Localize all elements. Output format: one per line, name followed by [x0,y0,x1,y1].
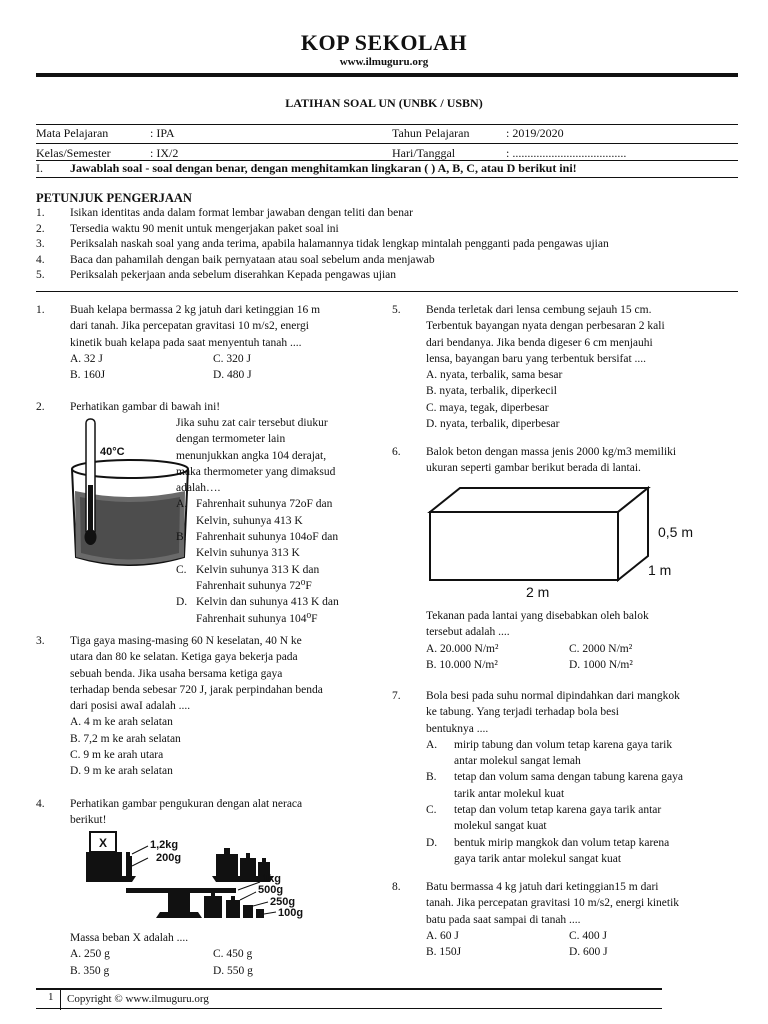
instruction-text: Jawablah soal - soal dengan benar, dengan menghitamkan lingkaran ( ) A, B, C, atau D berikut ini! [70,161,577,175]
weight-label-1kg: 1kg [262,873,281,885]
kelas-value: : IX/2 [150,146,179,160]
height-label: 0,5 m [658,524,694,540]
option-a[interactable]: A. nyata, terbalik, sama besar [426,369,563,382]
option-b[interactable]: B. 150J [426,946,462,959]
info-top-line [36,124,738,125]
option-d[interactable]: D. nyata, terbalik, diperbesar [426,418,560,431]
instruction-num: I. [36,161,43,175]
balance-scale-figure [86,830,316,922]
option-b[interactable]: B. 7,2 m ke arah selatan [70,732,181,745]
copyright-text: Copyright © www.ilmuguru.org [67,993,209,1005]
unknown-mass-label: X [98,836,108,850]
width-label: 1 m [648,562,672,578]
option-a[interactable]: A. 60 J [426,929,459,942]
footer-separator [60,990,61,1010]
tahun-label: Tahun Pelajaran [392,126,470,140]
header-divider [36,73,738,77]
weight-label-100g: 100g [278,907,304,919]
weight-label-250g: 250g [270,896,296,908]
hari-value: : ...................................... [506,146,627,160]
list-item: 1. Isikan identitas anda dalam format lembar jawaban dengan teliti dan benar [36,207,413,219]
kelas-label: Kelas/Semester [36,146,111,160]
weight-label-1200g: 1,2kg [150,839,179,851]
page-title: KOP SEKOLAH [300,30,468,55]
option-c[interactable]: C. 320 J [213,352,252,365]
hari-label: Hari/Tanggal [392,146,456,160]
option-c[interactable]: C. 9 m ke arah utara [70,749,164,762]
exam-subtitle: LATIHAN SOAL UN (UNBK / USBN) [285,96,483,110]
option-d[interactable]: D. 9 m ke arah selatan [70,765,173,778]
option-a[interactable]: A. 4 m ke arah selatan [70,716,173,729]
option-c[interactable]: C. maya, tegak, diperbesar [426,401,549,414]
tahun-value: : 2019/2020 [506,126,564,140]
list-item: 4. Baca dan pahamilah dengan baik pernyataan atau soal sebelum anda menjawab [36,253,435,266]
school-url: www.ilmuguru.org [339,56,429,68]
option-c[interactable]: C. 2000 N/m² [569,642,633,655]
option-d[interactable]: D. 600 J [569,946,608,959]
mapel-value: : IPA [150,126,175,140]
option-d[interactable]: D. bentuk mirip mangkok dan volum tetap karena [426,836,670,849]
list-item: 2. Tersedia waktu 90 menit untuk mengerjakan paket soal ini [36,222,339,235]
petunjuk-title: PETUNJUK PENGERJAAN [36,191,192,205]
section-divider [36,291,738,292]
info-bottom-line [36,177,738,178]
petunjuk-list [36,207,736,285]
option-d[interactable]: D. 480 J [213,369,252,382]
option-b[interactable]: B. 160J [70,369,106,382]
option-b[interactable]: B. nyata, terbalik, diperkecil [426,385,557,398]
option-b[interactable]: B. 350 g [70,964,110,977]
question-6-answers: Tekanan pada lantai yang disebabkan oleh balok tersebut adalah .... A. 20.000 N/m² C. 2000 N/m² B. 10.000 N/m² D. 1000 N/m² [426,608,738,673]
option-a[interactable]: A. mirip tabung dan volum tetap karena gaya tarik [426,738,673,751]
temperature-label: 40°C [100,446,125,458]
question-4: 4. Perhatikan gambar pengukuran dengan alat neraca berikut! X 1,2kg 200g 1kg 500g 250g 100g Massa beban X adalah .... A. 250 g C. 450 g B. 350 g D. 550 g [36,796,381,981]
question-2: 2. Perhatikan gambar di bawah ini! 40°C Jika suhu zat cair tersebut diukur dengan termometer lain menunjukkan angka 104 derajat, maka thermometer yang dimaksud adalah…. A. Fahrenhait suhunya 72oF dan Kelvin, suhunya 413 K B. Fahrenhait suhunya 104oF dan Kelvin suhunya 313 K C. Kelvin suhunya 313 K dan Fahrenhait suhunya 72⁰F D. Kelvin dan suhunya 413 K dan Fahrenhait suhunya 104⁰F [36,399,381,619]
question-1: 1. Buah kelapa bermassa 2 kg jatuh dari ketinggian 16 m dari tanah. Jika percepatan gravitasi 10 m/s2, energi kinetik buah kelapa pada saat menyentuh tanah .... A. 32 J C. 320 J B. 160J D. 480 J [36,302,381,384]
page-number: 1 [48,991,54,1003]
question-7: 7. Bola besi pada suhu normal dipindahkan dari mangkok ke tabung. Yang terjadi terhadap bola besi bentuknya .... A. mirip tabung dan volum tetap karena gaya tarik antar molekul sangat lemah B. tetap dan volum sama dengan tabung karena gaya tarik antar molekul kuat C. tetap dan volum tetap karena gaya tarik antar molekul sangat kuat D. bentuk mirip mangkok dan volum tetap karena gaya tarik antar molekul sangat kuat [392,688,737,868]
option-a[interactable]: A. 32 J [70,352,103,365]
question-6: 6. Balok beton dengan massa jenis 2000 kg/m3 memiliki ukuran seperti gambar berikut berada di lantai. 0,5 m 1 m 2 m Tekanan pada lantai yang disebabkan oleh balok tersebut adalah .... A. 20.000 N/m² C. 2000 N/m² B. 10.000 N/m² D. 1000 N/m² [392,444,737,674]
footer-bottom-line [36,1008,662,1009]
concrete-block-figure [426,482,726,600]
weight-label-500g: 500g [258,884,284,896]
list-item: 5. Periksalah pekerjaan anda sebelum diserahkan Kepada pengawas ujian [36,269,397,281]
option-b[interactable]: B. tetap dan volum sama dengan tabung karena gaya [426,771,683,784]
length-label: 2 m [526,584,550,600]
option-c[interactable]: C. 400 J [569,929,608,942]
mapel-label: Mata Pelajaran [36,126,109,140]
question-2-text: Jika suhu zat cair tersebut diukur dengan termometer lain menunjukkan angka 104 derajat, maka thermometer yang dimaksud adalah…. A. Fahrenhait suhunya 72oF dan Kelvin, suhunya 413 K B. Fahrenhait suhunya 104oF dan Kelvin suhunya 313 K C. Kelvin suhunya 313 K dan Fahrenhait suhunya 72⁰F D. Kelvin dan suhunya 413 K dan Fahrenhait suhunya 104⁰F [176,415,386,627]
question-4-answers: Massa beban X adalah .... A. 250 g C. 450 g B. 350 g D. 550 g [70,930,380,979]
option-a[interactable]: A. Fahrenhait suhunya 72oF dan [176,498,333,511]
weight-label-200g: 200g [156,852,182,864]
option-b[interactable]: B. Fahrenhait suhunya 104oF dan [176,531,339,544]
option-b[interactable]: B. 10.000 N/m² [426,658,498,671]
option-a[interactable]: A. 20.000 N/m² [426,642,499,655]
question-3: 3. Tiga gaya masing-masing 60 N keselatan, 40 N ke utara dan 80 ke selatan. Ketiga gaya bekerja pada sebuah benda. Jika usaha bersama ketiga gaya terhadap benda sebesar 720 J, jarak perpindahan benda dari posisi awaI adalah .... A. 4 m ke arah selatan B. 7,2 m ke arah selatan C. 9 m ke arah utara D. 9 m ke arah selatan [36,633,381,783]
footer-top-line [36,988,662,990]
option-d[interactable]: D. Kelvin dan suhunya 413 K dan [176,596,339,609]
option-d[interactable]: D. 1000 N/m² [569,658,633,671]
option-c[interactable]: C. 450 g [213,948,253,961]
question-8: 8. Batu bermassa 4 kg jatuh dari ketinggian15 m dari tanah. Jika percepatan gravitasi 10 m/s2, energi kinetik batu pada saat sampai di tanah .... A. 60 J C. 400 J B. 150J D. 600 J [392,879,737,969]
question-5: 5. Benda terletak dari lensa cembung sejauh 15 cm. Terbentuk bayangan nyata dengan perbesaran 2 kali dari bendanya. Jika benda digeser 6 cm menjauhi lensa, bayangan baru yang terbentuk bersifat .... A. nyata, terbalik, sama besar B. nyata, terbalik, diperkecil C. maya, tegak, diperbesar D. nyata, terbalik, diperbesar [392,302,737,432]
list-item: 3. Periksalah naskah soal yang anda terima, apabila halamannya tidak lengkap mintalah pengganti pada pengawas ujian [36,238,609,250]
option-c[interactable]: C. tetap dan volum tetap karena gaya tarik antar [426,804,662,817]
option-c[interactable]: C. Kelvin suhunya 313 K dan [176,563,320,576]
option-d[interactable]: D. 550 g [213,964,253,977]
info-mid-line [36,143,738,144]
option-a[interactable]: A. 250 g [70,948,110,961]
